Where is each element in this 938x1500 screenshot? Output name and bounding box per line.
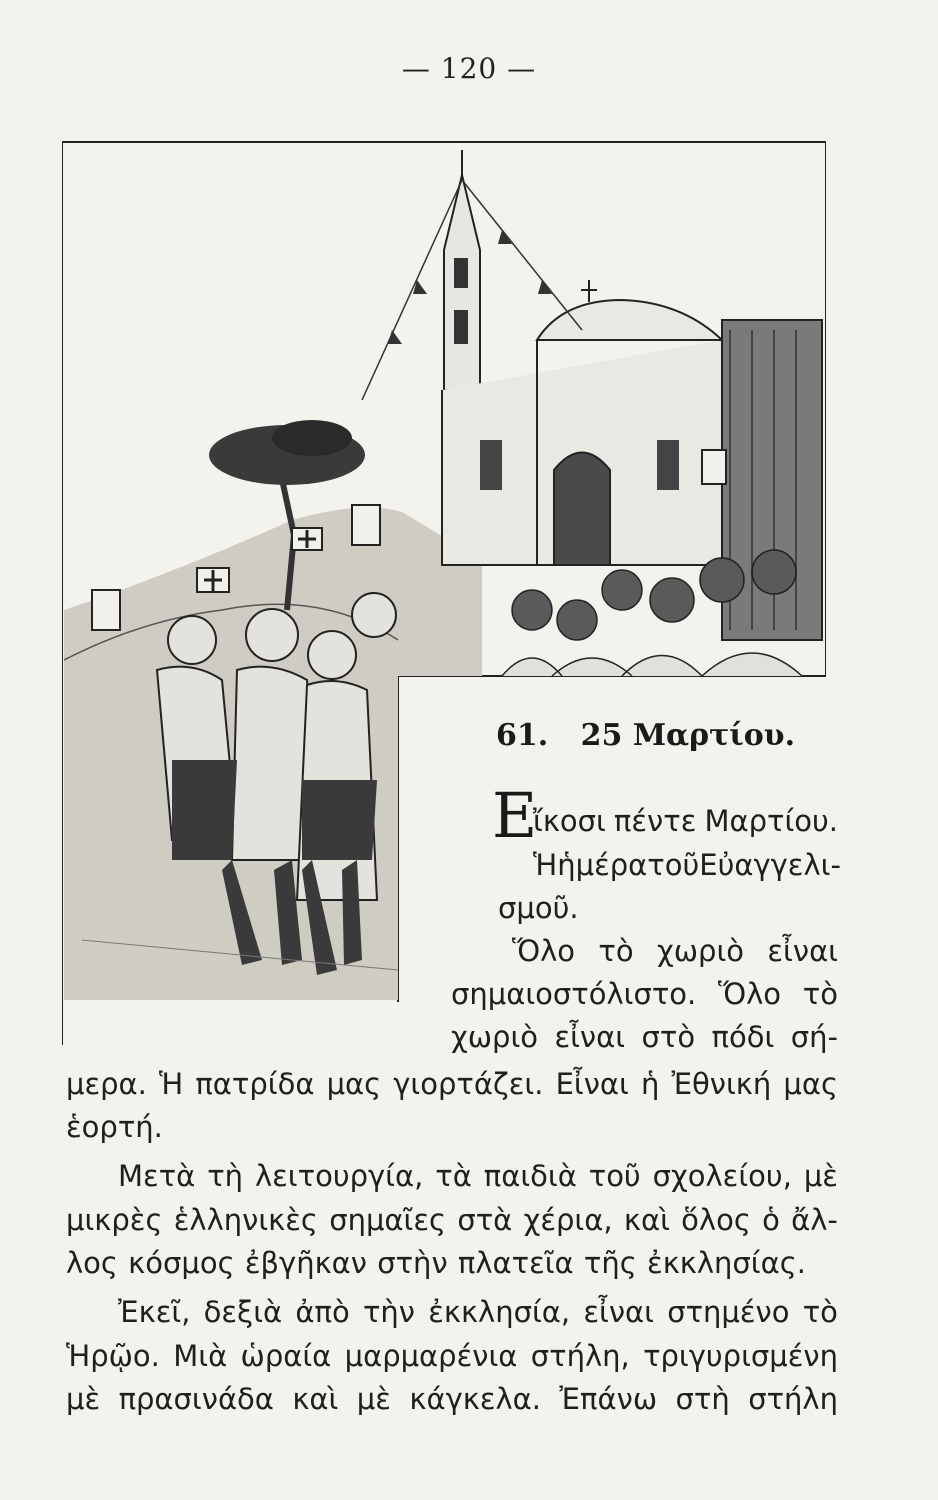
word: ἐκκλησία, — [428, 1295, 571, 1329]
word: πατρίδα — [195, 1067, 315, 1101]
word: σχολείου, — [652, 1159, 792, 1193]
word: χωριὸ — [451, 1020, 538, 1054]
word: τὸ — [802, 977, 838, 1011]
word: μας — [326, 1067, 382, 1101]
word: τὰ — [435, 1159, 472, 1193]
text-line — [533, 804, 838, 838]
word: Ὅλο — [512, 934, 576, 968]
word: μὲ — [803, 1159, 838, 1193]
word: μικρὲς — [66, 1203, 163, 1237]
word: Ἡ — [158, 1067, 184, 1101]
text-line — [498, 891, 579, 925]
word: εἶναι — [767, 934, 838, 968]
word: σμοῦ. — [498, 891, 579, 925]
word: Μετὰ — [118, 1159, 196, 1193]
word: σημαιοστόλιστο. — [451, 977, 697, 1011]
lesson-title: 25 Μαρτίου. — [580, 718, 796, 753]
word: ὡραία — [240, 1339, 332, 1373]
word: στημένο — [667, 1295, 790, 1329]
word: στὰ — [457, 1203, 513, 1237]
word: κάγκελα. — [409, 1382, 541, 1416]
text-line — [66, 1110, 163, 1144]
text-line — [451, 977, 838, 1011]
word: τῆς — [583, 1246, 637, 1280]
text-line — [118, 1159, 838, 1193]
word: Εἶναι — [555, 1067, 629, 1101]
word: τριγυρισμένη — [643, 1339, 838, 1373]
word: λος — [66, 1246, 118, 1280]
church-celebration-illustration — [62, 140, 826, 1045]
text-line — [66, 1382, 838, 1416]
word: κόσμος — [128, 1246, 235, 1280]
word: χέρια, — [523, 1203, 613, 1237]
word: μας — [783, 1067, 838, 1101]
word: λειτουργία, — [254, 1159, 424, 1193]
word: τὴν — [362, 1295, 415, 1329]
word: μαρμαρένια — [344, 1339, 518, 1373]
word: ἐκκλησίας. — [647, 1246, 806, 1280]
word: πόδι — [711, 1020, 775, 1054]
word: ἄλ- — [791, 1203, 838, 1237]
word: τὴ — [207, 1159, 244, 1193]
page-number: — 120 — — [401, 52, 537, 85]
word: στὸ — [641, 1020, 696, 1054]
word: εἶναι — [583, 1295, 654, 1329]
word: μερα. — [66, 1067, 147, 1101]
word: μὲ — [356, 1382, 391, 1416]
word: στήλη, — [530, 1339, 630, 1373]
word: Μαρτίου. — [704, 804, 838, 838]
word: στὴ — [675, 1382, 730, 1416]
word: εἶναι — [554, 1020, 626, 1054]
word: πρασινάδα — [118, 1382, 274, 1416]
word: στήλη — [748, 1382, 838, 1416]
word: γιορτάζει. — [393, 1067, 544, 1101]
word: καὶ — [623, 1203, 670, 1237]
word: τοῦ — [588, 1159, 641, 1193]
word: σή- — [790, 1020, 838, 1054]
word: τὸ — [598, 934, 634, 968]
text-line — [66, 1203, 838, 1237]
word: Εὐαγγελι- — [699, 848, 841, 882]
text-line — [533, 848, 841, 882]
word: παιδιὰ — [483, 1159, 577, 1193]
word: Ἐπάνω — [559, 1382, 658, 1416]
word: χωριὸ — [657, 934, 744, 968]
word: ἴκοσι — [533, 804, 606, 838]
word: πλατεῖα — [457, 1246, 574, 1280]
word: τοῦ — [647, 848, 700, 882]
text-line — [66, 1339, 838, 1373]
word: ὅλος — [681, 1203, 751, 1237]
word: Ἡ — [533, 848, 558, 882]
text-line — [66, 1067, 838, 1101]
word: Μιὰ — [173, 1339, 228, 1373]
word: Ἐκεῖ, — [118, 1295, 191, 1329]
word: πέντε — [613, 804, 697, 838]
text-line — [451, 1020, 838, 1054]
word: Ἐθνική — [671, 1067, 772, 1101]
word: ἀπὸ — [295, 1295, 350, 1329]
text-line — [118, 1295, 838, 1329]
lesson-heading — [496, 718, 795, 753]
drop-cap: E — [492, 779, 538, 852]
text-line — [66, 1246, 806, 1280]
word: μὲ — [66, 1382, 101, 1416]
word: στὴν — [377, 1246, 448, 1280]
word: τὸ — [802, 1295, 838, 1329]
word: ἐβγῆκαν — [244, 1246, 367, 1280]
lesson-number: 61. — [496, 718, 549, 753]
word: καὶ — [292, 1382, 339, 1416]
word: ἑορτή. — [66, 1110, 163, 1144]
word: Ἡρῷο. — [66, 1339, 160, 1373]
word: σημαῖες — [329, 1203, 447, 1237]
word: ἡμέρα — [557, 848, 648, 882]
word: δεξιὰ — [203, 1295, 283, 1329]
word: ἑλληνικὲς — [173, 1203, 318, 1237]
word: ὁ — [762, 1203, 780, 1237]
word: ἡ — [640, 1067, 660, 1101]
word: Ὅλο — [718, 977, 782, 1011]
text-line — [512, 934, 838, 968]
